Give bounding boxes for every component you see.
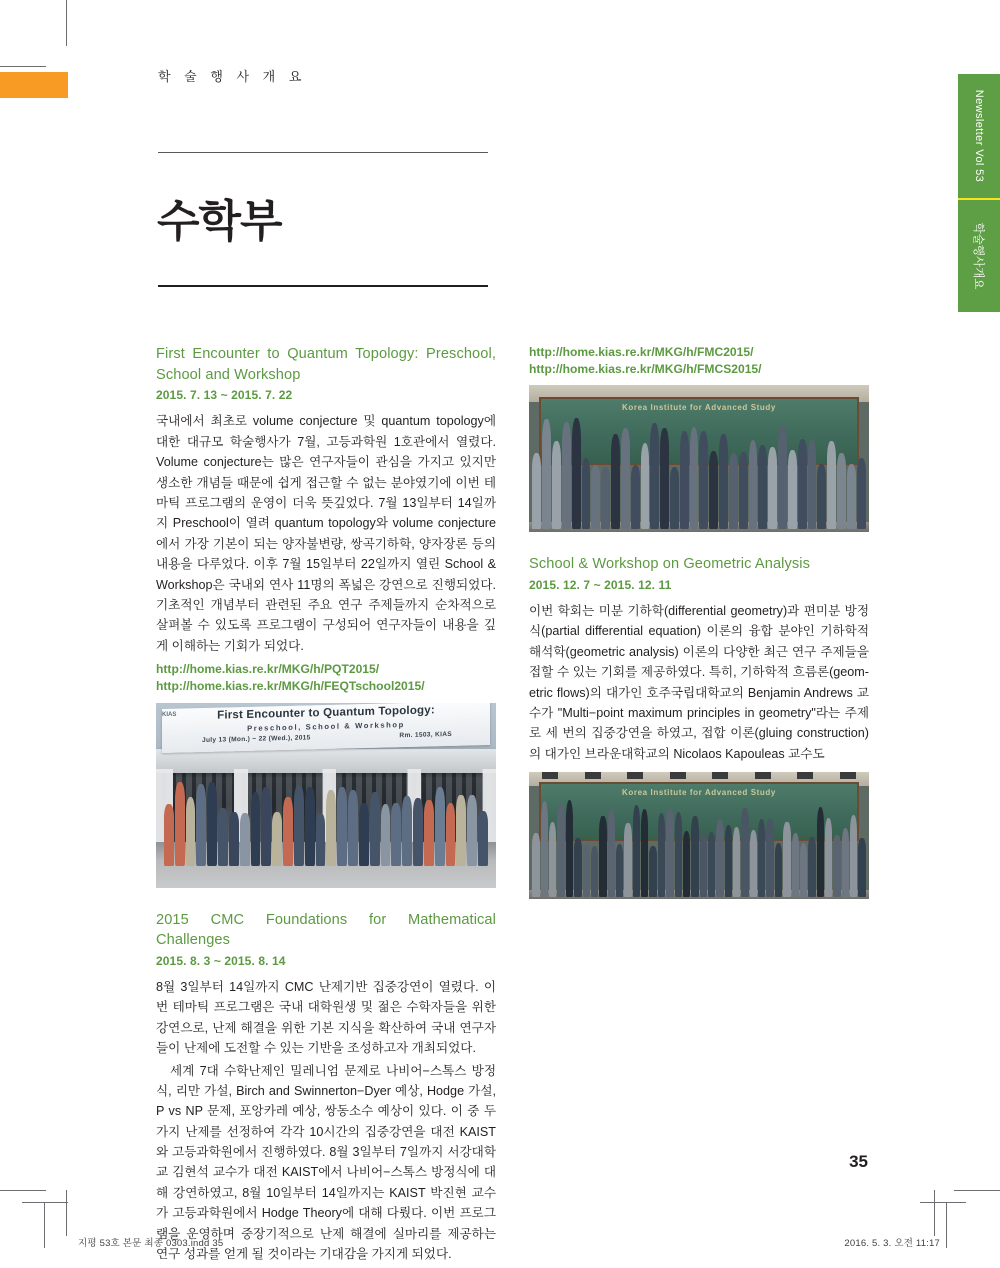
person-silhouette: [348, 790, 358, 866]
banner-subtitle: Preschool, School & Workshop: [247, 719, 405, 733]
person-silhouette: [798, 439, 807, 529]
person-silhouette: [741, 808, 748, 897]
header-rule-bottom: [158, 285, 488, 287]
article-body-2-p1: 8월 3일부터 14일까지 CMC 난제기반 집중강연이 열렸다. 이번 테마틱 프로그램은 국내 대학원생 및 젊은 수학자들을 위한 강연으로, 난제 해결을 위한 기본 지식을 확산하여 국내 연구자들이 난제에 도전할 수 있는 기반을 조성하고자 개최되었다.: [156, 979, 496, 1056]
side-tab: [958, 74, 1000, 312]
article-date-3: 2015. 12. 7 ~ 2015. 12. 11: [529, 578, 672, 593]
crop-mark-bottom-left-inner-h: [22, 1202, 68, 1203]
person-silhouette: [591, 465, 600, 530]
ceiling-light: [755, 772, 771, 779]
person-silhouette: [542, 419, 551, 530]
person-silhouette: [650, 423, 659, 529]
quantum-topology-group-photo: [156, 703, 496, 888]
person-silhouette: [261, 787, 271, 865]
person-silhouette: [316, 813, 326, 866]
person-silhouette: [833, 835, 840, 897]
ceiling-light: [712, 772, 728, 779]
banner-room: Rm. 1503, KIAS: [399, 730, 452, 739]
article-url-2-1[interactable]: http://home.kias.re.kr/MKG/h/FMC2015/: [529, 345, 754, 359]
banner-dates: July 13 (Mon.) ~ 22 (Wed.), 2015: [202, 733, 311, 744]
ceiling-light: [542, 772, 558, 779]
person-silhouette: [641, 443, 650, 529]
ceiling-light: [797, 772, 813, 779]
article-date-1: 2015. 7. 13 ~ 2015. 7. 22: [156, 388, 293, 403]
person-silhouette: [218, 808, 228, 866]
person-silhouette: [175, 782, 185, 866]
article-urls-2: [529, 344, 869, 377]
crop-mark-top-left-v: [66, 0, 67, 46]
person-silhouette: [850, 815, 857, 897]
header-rule-top: [158, 152, 488, 153]
person-silhouette: [758, 819, 765, 896]
person-silhouette: [842, 828, 849, 897]
person-silhouette: [675, 812, 682, 897]
person-silhouette: [699, 431, 708, 529]
article-body-3-p1: 이번 학회는 미분 기하학(differential geometry)과 편미분 방정식(partial differential equation) 이론의 융합 분야인 기하학적 해석학(geometric analysis) 이론의 다양한 최근 연구 주제들을 접할 수 있는 기회를 제공하였다. 특히, 기하학적 흐름론(geom-etric flows)의 대가인 호주국립대학교의 Benjamin Andrews 교수가 "Multi−point maximum principles in geometry"라는 주제로 세 번의 집중강연을 하였고, 접합 이론(gluing construction)의 대가인 브라운대학교의 Nicolaos Kapouleas 교수도: [529, 604, 869, 761]
person-silhouette: [532, 833, 539, 897]
person-silhouette: [766, 819, 773, 896]
person-silhouette: [827, 441, 836, 529]
article-url-1-1[interactable]: http://home.kias.re.kr/MKG/h/PQT2015/: [156, 662, 380, 677]
person-silhouette: [857, 458, 866, 530]
person-silhouette: [591, 846, 598, 897]
crop-mark-bottom-left-inner-v: [44, 1202, 45, 1248]
person-silhouette: [800, 843, 807, 897]
person-silhouette: [691, 816, 698, 897]
person-silhouette: [370, 792, 380, 865]
person-silhouette: [733, 827, 740, 896]
person-silhouette: [572, 418, 581, 530]
person-silhouette: [641, 809, 648, 897]
article-title-2: 2015 CMC Foundations for Mathematical Challenges: [156, 911, 496, 949]
person-silhouette: [467, 795, 477, 866]
person-silhouette: [583, 844, 590, 897]
person-silhouette: [272, 812, 282, 866]
article-url-1-2[interactable]: http://home.kias.re.kr/MKG/h/FEQTschool2015/: [156, 678, 425, 693]
person-silhouette: [616, 844, 623, 897]
person-silhouette: [621, 428, 630, 530]
crop-mark-bottom-right-inner-v: [946, 1202, 947, 1248]
person-silhouette: [283, 797, 293, 865]
person-silhouette: [562, 422, 571, 529]
side-tab-section: [958, 200, 1000, 312]
person-silhouette: [708, 832, 715, 897]
person-silhouette: [837, 453, 846, 529]
person-silhouette: [680, 431, 689, 529]
person-silhouette: [683, 831, 690, 897]
photo-event-banner: [162, 703, 490, 753]
person-silhouette: [305, 787, 315, 865]
ceiling-light: [627, 772, 643, 779]
person-silhouette: [381, 804, 391, 865]
person-silhouette: [690, 427, 699, 530]
person-silhouette: [778, 426, 787, 530]
person-silhouette: [729, 453, 738, 529]
person-silhouette: [557, 804, 564, 897]
person-silhouette: [446, 803, 456, 866]
person-silhouette: [768, 447, 777, 530]
article-urls-1: [156, 661, 496, 694]
person-silhouette: [808, 837, 815, 897]
person-silhouette: [549, 822, 556, 896]
person-silhouette: [783, 822, 790, 896]
article-title-1: First Encounter to Quantum Topology: Preschool, School and Workshop: [156, 346, 496, 383]
person-silhouette: [858, 838, 865, 897]
crop-mark-bottom-left-h: [0, 1190, 46, 1191]
ceiling-light: [585, 772, 601, 779]
person-silhouette: [817, 464, 826, 530]
page-number: 35: [849, 1152, 868, 1171]
person-silhouette: [326, 790, 336, 866]
article-date-2: 2015. 8. 3 ~ 2015. 8. 14: [156, 953, 286, 968]
person-silhouette: [413, 798, 423, 865]
article-title-3: School & Workshop on Geometric Analysis: [529, 556, 811, 573]
person-silhouette: [624, 823, 631, 896]
photo-board-title: Korea Institute for Advanced Study: [622, 787, 776, 797]
person-silhouette: [749, 440, 758, 529]
person-silhouette: [808, 439, 817, 529]
crop-mark-bottom-right-inner-h: [920, 1202, 966, 1203]
person-silhouette: [611, 434, 620, 529]
person-silhouette: [666, 809, 673, 897]
person-silhouette: [601, 467, 610, 530]
person-silhouette: [847, 464, 856, 530]
page-title: 수학부: [157, 197, 282, 246]
person-silhouette: [251, 792, 261, 866]
side-tab-section-label: 학술행사개요: [972, 222, 984, 290]
person-silhouette: [825, 818, 832, 897]
person-silhouette: [240, 813, 250, 866]
person-silhouette: [608, 809, 615, 897]
person-silhouette: [391, 803, 401, 865]
person-silhouette: [164, 804, 174, 865]
person-silhouette: [709, 451, 718, 529]
person-silhouette: [435, 787, 445, 866]
person-silhouette: [739, 452, 748, 529]
person-silhouette: [660, 428, 669, 530]
person-silhouette: [788, 450, 797, 529]
person-silhouette: [337, 787, 347, 865]
person-silhouette: [775, 843, 782, 897]
ceiling-light: [840, 772, 856, 779]
person-silhouette: [532, 453, 541, 529]
banner-logo: KIAS: [162, 711, 177, 718]
person-silhouette: [478, 811, 488, 866]
person-silhouette: [750, 830, 757, 897]
person-silhouette: [424, 800, 434, 866]
person-silhouette: [574, 838, 581, 897]
person-silhouette: [792, 833, 799, 897]
banner-title: First Encounter to Quantum Topology:: [217, 703, 435, 722]
person-silhouette: [196, 784, 206, 865]
person-silhouette: [229, 812, 239, 866]
article-body-2-p2: 세계 7대 수학난제인 밀레니엄 문제로 나비어−스톡스 방정식, 리만 가설, Birch and Swinnerton−Dyer 예상, Hodge 가설, P vs NP 문제, 포앙카레 예상, 쌍동소수 예상이 있다. 이 중 두 가지 난제를 선정하여 각각 10시간의 집중강연을 대전 KAIST와 고등과학원에서 진행하였다. 8월 3일부터 7일까지 서강대학교 김현석 교수가 대전 KAIST에서 나비어−스톡스 방정식에 대해 강연하였고, 8월 10일부터 14일까지는 KAIST 박진현 교수가 고등과학원에서 Hodge Theory에 대해 다뤘다. 이번 프로그램을 운영하며 중장기적으로 난제 해결에 실마리를 제공하는 연구 성과를 얻게 될 것이라는 기대감을 가지게 되었다.: [156, 1063, 496, 1262]
person-silhouette: [700, 833, 707, 897]
person-silhouette: [552, 441, 561, 529]
crop-mark-bottom-right-v: [934, 1190, 935, 1236]
person-silhouette: [207, 782, 217, 866]
person-silhouette: [566, 800, 573, 897]
geometric-analysis-group-photo: [529, 772, 869, 899]
person-silhouette: [582, 458, 591, 530]
person-silhouette: [599, 816, 606, 897]
person-silhouette: [294, 785, 304, 866]
side-tab-newsletter: [958, 74, 1000, 200]
page-kicker: 학 술 행 사 개 요: [158, 69, 307, 84]
crop-mark-top-left-h: [0, 66, 46, 67]
left-column: [156, 344, 496, 1266]
person-silhouette: [725, 825, 732, 896]
orange-accent-block: [0, 72, 68, 98]
person-silhouette: [541, 801, 548, 897]
cmc-foundations-group-photo: [529, 385, 869, 532]
person-silhouette: [402, 796, 412, 866]
article-body-1-p1: 국내에서 최초로 volume conjecture 및 quantum topology에 대한 대규모 학술행사가 7월, 고등과학원 1호관에서 열렸다. Volume conjecture는 많은 연구자들이 관심을 가지고 있지만 생소한 개념들 때문에 쉽게 접근할 수 없는 분야였기에 이번 테마틱 프로그램의 운영이 더욱 뜻깊었다. 7월 13일부터 14일까지 Preschool이 열려 quantum topology와 volume conjecture에서 가장 기본이 되는 양자불변량, 쌍곡기하학, 양자장론 등의 내용을 다루었다. 이후 7월 15일부터 22일까지 열린 School & Workshop은 국내외 연사 11명의 폭넓은 강연으로 진행되었다. 기초적인 개념부터 관련된 주요 연구 주제들까지 순차적으로 살펴볼 수 있도록 프로그램이 구성되어 연구자들이 내용을 깊게 이해하는 기회가 되었다.: [156, 414, 496, 653]
person-silhouette: [817, 807, 824, 897]
person-silhouette: [456, 795, 466, 866]
side-tab-newsletter-label: Newsletter Vol 53: [973, 89, 985, 183]
ceiling-light: [670, 772, 686, 779]
footer-timestamp: 2016. 5. 3. 오전 11:17: [844, 1238, 940, 1249]
person-silhouette: [719, 434, 728, 529]
photo-people-row: [532, 418, 865, 530]
photo-people-row: [532, 800, 865, 897]
photo-people-row: [164, 782, 488, 866]
crop-mark-bottom-left-v: [66, 1190, 67, 1236]
person-silhouette: [758, 445, 767, 530]
person-silhouette: [716, 820, 723, 896]
article-url-2-2[interactable]: http://home.kias.re.kr/MKG/h/FMCS2015/: [529, 361, 762, 376]
person-silhouette: [186, 797, 196, 866]
person-silhouette: [658, 813, 665, 897]
person-silhouette: [670, 467, 679, 530]
person-silhouette: [631, 465, 640, 530]
person-silhouette: [633, 805, 640, 897]
photo-board-title: Korea Institute for Advanced Study: [622, 402, 776, 412]
person-silhouette: [359, 803, 369, 866]
crop-mark-bottom-right-h: [954, 1190, 1000, 1191]
footer-filename: 지평 53호 본문 최종 0303.indd 35: [78, 1238, 224, 1249]
right-column: [529, 344, 869, 899]
person-silhouette: [649, 846, 656, 897]
